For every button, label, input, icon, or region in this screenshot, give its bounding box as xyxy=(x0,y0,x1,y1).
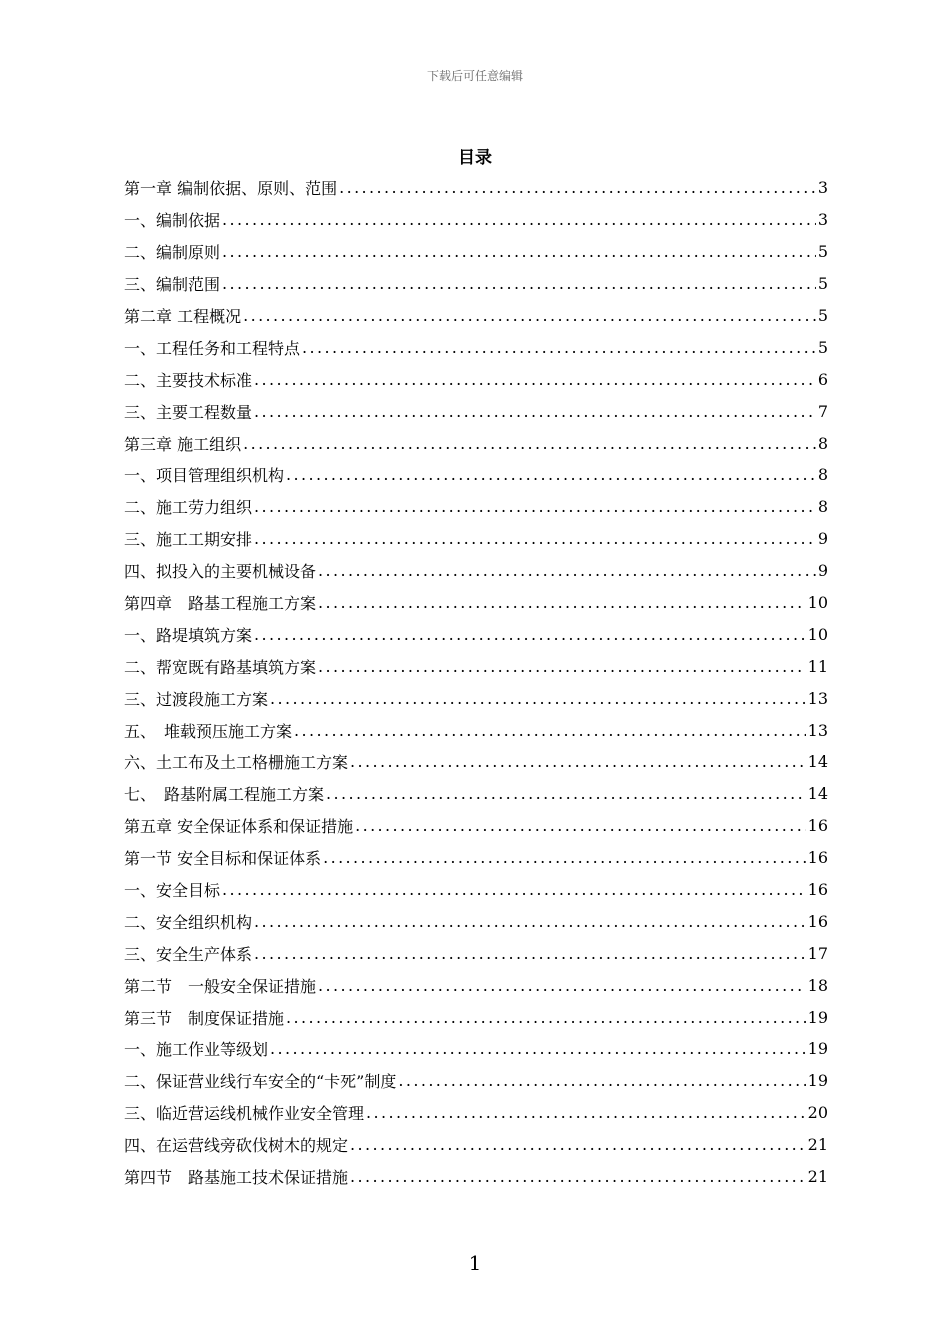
toc-entry-page: 16 xyxy=(807,880,828,900)
toc-entry-page: 21 xyxy=(807,1135,828,1155)
toc-entry-label: 二、安全组织机构 xyxy=(124,912,253,932)
toc-dot-leader xyxy=(350,1167,806,1186)
toc-dot-leader xyxy=(326,784,806,803)
toc-entry-label: 第三节 制度保证措施 xyxy=(124,1008,285,1028)
toc-entry-page: 8 xyxy=(817,465,828,485)
toc-dot-leader xyxy=(398,1071,805,1090)
toc-entry-page: 7 xyxy=(817,401,828,421)
toc-dot-leader xyxy=(350,752,806,771)
toc-dot-leader xyxy=(270,689,806,708)
toc-entry-label: 第五章 安全保证体系和保证措施 xyxy=(124,817,354,837)
toc-entry-page: 19 xyxy=(807,1007,828,1027)
toc-entry-label: 二、帮宽既有路基填筑方案 xyxy=(124,657,317,677)
toc-dot-leader xyxy=(222,242,816,261)
toc-entry-label: 六、土工布及土工格栅施工方案 xyxy=(124,753,349,773)
toc-entry-page: 5 xyxy=(817,274,828,294)
toc-entry-label: 第二节 一般安全保证措施 xyxy=(124,976,317,996)
toc-entry[interactable] xyxy=(124,778,828,810)
toc-entry[interactable] xyxy=(124,682,828,714)
toc-entry[interactable] xyxy=(124,587,828,619)
toc-entry-page: 19 xyxy=(807,1071,828,1091)
toc-entry[interactable] xyxy=(124,236,828,268)
toc-entry-page: 13 xyxy=(807,720,828,740)
toc-entry-page: 5 xyxy=(817,337,828,357)
toc-entry-page: 16 xyxy=(807,911,828,931)
toc-entry[interactable] xyxy=(124,874,828,906)
toc-dot-leader xyxy=(254,370,816,389)
toc-entry-label: 七、 路基附属工程施工方案 xyxy=(124,785,325,805)
toc-entry-label: 三、临近营运线机械作业安全管理 xyxy=(124,1104,365,1124)
toc-entry-label: 第二章 工程概况 xyxy=(124,307,242,326)
table-of-contents xyxy=(124,172,828,1193)
toc-dot-leader xyxy=(270,1039,806,1058)
toc-entry[interactable] xyxy=(124,905,828,937)
toc-entry-label: 三、安全生产体系 xyxy=(124,944,253,964)
toc-entry-page: 10 xyxy=(807,593,828,613)
toc-entry[interactable] xyxy=(124,842,828,874)
toc-entry-page: 17 xyxy=(807,943,828,963)
toc-entry-label: 第四节 路基施工技术保证措施 xyxy=(124,1168,349,1188)
toc-entry-page: 16 xyxy=(807,848,828,868)
toc-entry-label: 四、拟投入的主要机械设备 xyxy=(124,562,317,582)
toc-dot-leader xyxy=(350,1135,806,1154)
toc-entry-page: 5 xyxy=(817,242,828,262)
toc-dot-leader xyxy=(222,274,816,293)
toc-entry-page: 11 xyxy=(807,656,828,676)
toc-dot-leader xyxy=(318,561,816,580)
toc-entry-label: 第四章 路基工程施工方案 xyxy=(124,594,317,614)
toc-entry-label: 一、项目管理组织机构 xyxy=(124,466,285,486)
toc-entry-page: 14 xyxy=(807,784,828,804)
toc-dot-leader xyxy=(318,976,806,995)
toc-dot-leader xyxy=(254,402,816,421)
toc-entry[interactable] xyxy=(124,1129,828,1161)
toc-entry-label: 第三章 施工组织 xyxy=(124,434,242,454)
toc-entry[interactable] xyxy=(124,1161,828,1193)
toc-entry-label: 三、主要工程数量 xyxy=(124,402,253,422)
toc-dot-leader xyxy=(323,848,806,867)
toc-entry-label: 一、安全目标 xyxy=(124,881,221,901)
toc-entry[interactable] xyxy=(124,555,828,587)
toc-entry[interactable] xyxy=(124,810,828,842)
toc-entry-label: 四、在运营线旁砍伐树木的规定 xyxy=(124,1136,349,1156)
toc-entry[interactable] xyxy=(124,491,828,523)
toc-entry[interactable] xyxy=(124,300,828,332)
toc-dot-leader xyxy=(243,306,816,325)
toc-entry-page: 3 xyxy=(817,210,828,230)
toc-entry[interactable] xyxy=(124,969,828,1001)
toc-entry-page: 10 xyxy=(807,624,828,644)
toc-entry-label: 二、编制原则 xyxy=(124,243,221,263)
toc-entry-label: 二、保证营业线行车安全的“卡死”制度 xyxy=(124,1072,397,1092)
toc-dot-leader xyxy=(318,593,806,612)
toc-entry-label: 三、过渡段施工方案 xyxy=(124,689,269,709)
toc-dot-leader xyxy=(355,816,806,835)
toc-entry-label: 第一节 安全目标和保证体系 xyxy=(124,849,322,869)
toc-dot-leader xyxy=(254,529,816,548)
toc-entry[interactable] xyxy=(124,1065,828,1097)
toc-entry-label: 三、编制范围 xyxy=(124,275,221,295)
toc-dot-leader xyxy=(254,912,806,931)
toc-entry-page: 9 xyxy=(817,561,828,581)
toc-entry-label: 三、施工工期安排 xyxy=(124,530,253,550)
toc-entry[interactable] xyxy=(124,1001,828,1033)
page-number: 1 xyxy=(468,1251,482,1275)
toc-entry-page: 8 xyxy=(817,433,828,453)
toc-entry-page: 3 xyxy=(817,178,828,198)
toc-entry[interactable] xyxy=(124,172,828,204)
toc-entry[interactable] xyxy=(124,1097,828,1129)
toc-dot-leader xyxy=(254,944,806,963)
toc-entry-page: 19 xyxy=(807,1039,828,1059)
toc-dot-leader xyxy=(366,1103,806,1122)
toc-dot-leader xyxy=(222,210,816,229)
toc-entry[interactable] xyxy=(124,1033,828,1065)
toc-entry[interactable] xyxy=(124,746,828,778)
toc-entry-label: 五、 堆载预压施工方案 xyxy=(124,721,293,741)
toc-dot-leader xyxy=(254,625,806,644)
toc-dot-leader xyxy=(243,434,816,453)
toc-entry-page: 21 xyxy=(807,1167,828,1187)
toc-entry[interactable] xyxy=(124,427,828,459)
toc-entry-page: 9 xyxy=(817,529,828,549)
toc-entry-page: 20 xyxy=(807,1103,828,1123)
toc-dot-leader xyxy=(254,497,816,516)
toc-entry[interactable] xyxy=(124,650,828,682)
toc-entry[interactable] xyxy=(124,459,828,491)
toc-entry-page: 18 xyxy=(807,975,828,995)
toc-entry-page: 14 xyxy=(807,752,828,772)
toc-entry-label: 二、施工劳力组织 xyxy=(124,498,253,518)
page-header: 下载后可任意编辑 xyxy=(426,69,523,83)
toc-entry-page: 6 xyxy=(817,369,828,389)
toc-dot-leader xyxy=(302,338,816,357)
toc-dot-leader xyxy=(339,178,816,197)
toc-entry-label: 二、主要技术标准 xyxy=(124,370,253,390)
toc-entry[interactable] xyxy=(124,714,828,746)
toc-entry[interactable] xyxy=(124,268,828,300)
toc-entry[interactable] xyxy=(124,618,828,650)
toc-entry[interactable] xyxy=(124,523,828,555)
toc-dot-leader xyxy=(222,880,806,899)
toc-entry-page: 5 xyxy=(817,306,828,325)
toc-dot-leader xyxy=(318,657,806,676)
toc-entry-label: 一、路堤填筑方案 xyxy=(124,625,253,645)
toc-entry-page: 16 xyxy=(807,816,828,836)
toc-entry-label: 一、施工作业等级划 xyxy=(124,1040,269,1060)
toc-entry[interactable] xyxy=(124,395,828,427)
toc-entry[interactable] xyxy=(124,331,828,363)
toc-entry[interactable] xyxy=(124,363,828,395)
toc-entry-label: 一、编制依据 xyxy=(124,211,221,231)
toc-entry-label: 一、工程任务和工程特点 xyxy=(124,338,301,358)
toc-dot-leader xyxy=(286,1008,806,1027)
toc-entry-page: 8 xyxy=(817,497,828,517)
toc-entry-label: 第一章 编制依据、原则、范围 xyxy=(124,179,338,199)
toc-dot-leader xyxy=(294,721,806,740)
toc-entry[interactable] xyxy=(124,204,828,236)
toc-title: 目录 xyxy=(458,148,492,168)
toc-entry[interactable] xyxy=(124,937,828,969)
toc-dot-leader xyxy=(286,465,816,484)
toc-entry-page: 13 xyxy=(807,688,828,708)
